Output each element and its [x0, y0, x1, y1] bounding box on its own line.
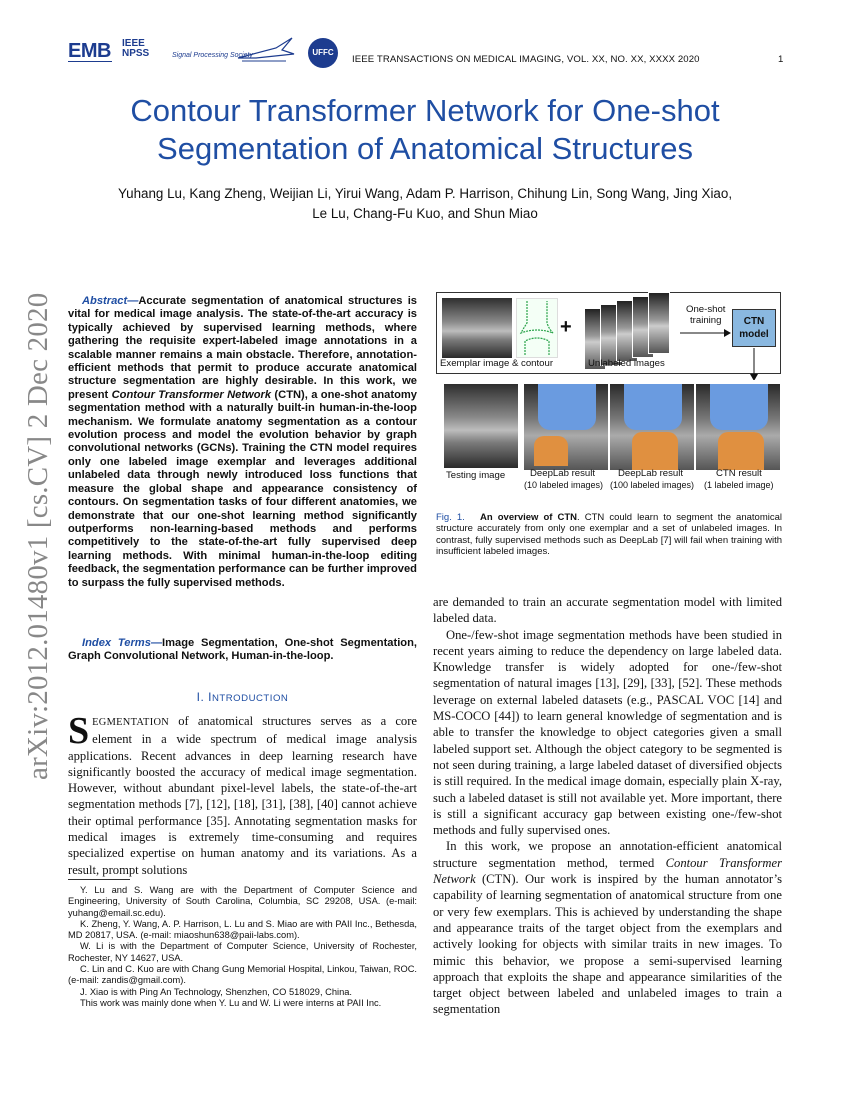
result-sub: (100 labeled images)	[610, 480, 695, 490]
paper-title	[60, 92, 790, 168]
footnote: C. Lin and C. Kuo are with Chang Gung Memorial Hospital, Linkou, Taiwan, ROC. (e-mail: zandis@gmail.com).	[68, 964, 417, 986]
femur-mask	[710, 384, 768, 430]
intro-lead-word: EGMENTATION	[92, 717, 170, 728]
footnote: W. Li is with the Department of Computer Science, University of Rochester, Rochester, NY 14627, USA.	[68, 941, 417, 963]
exemplar-label: Exemplar image & contour	[440, 358, 554, 369]
contour-outline-icon	[517, 299, 557, 357]
paragraph: One-/few-shot image segmentation methods have been studied in recent years aiming to reduce the dependency on large labeled data. Knowledge transfer is widely adopted for one-/few-shot segmentation of natural images [13], [29], [33], [52]. These methods leverage on external labeled datasets (e.g., PASCAL VOC [14] and MS-COCO [44]) to learn general knowledge of segmentation and is able to transfer the knowledge to object categories given a small labeled support set. Although the object category to be segmented is not seen during training, a large labeled dataset of diversified objects is still required. In the medical image domain, especially plain X-ray, such a labeled dataset is still not available yet. More important, there is still a significant accuracy gap between existing one-/few-shot methods and fully supervised ones.	[433, 627, 782, 838]
arxiv-stamp: arXiv:2012.01480v1 [cs.CV] 2 Dec 2020	[22, 292, 54, 780]
abstract-text: Accurate segmentation of anatomical structures is vital for medical image analysis. The state-of-the-art accuracy is typically achieved by supervised learning methods, where gathering the requisite expert-labeled image annotations in a scalable manner remains a main obstacle. Therefore, annotation-efficient methods that permit to produce accurate anatomical structure segmentation are highly desirable. In this work, we present	[68, 295, 417, 401]
sps-logo: Signal Processing Society	[172, 52, 253, 59]
footnote: K. Zheng, Y. Wang, A. P. Harrison, L. Lu and S. Miao are with PAII Inc., Bethesda, MD 20817, USA. (e-mail: miaoshun638@paii-labs.com).	[68, 918, 417, 941]
ieee-society-plane-icon	[236, 36, 296, 64]
deeplab-100-result-image	[610, 384, 694, 470]
ctn-model-label-2: model	[739, 329, 769, 340]
right-column-text	[433, 594, 782, 1018]
training-label-1: One-shot	[686, 304, 726, 315]
ctn-model-label-1: CTN	[743, 316, 765, 327]
title-line-2: Segmentation of Anatomical Structures	[157, 131, 693, 166]
footnote: J. Xiao is with Ping An Technology, Shenzhen, CO 518029, China.	[80, 986, 353, 997]
emb-logo-underline	[68, 61, 112, 64]
page-number: 1	[778, 54, 784, 65]
paragraph: are demanded to train an accurate segmentation model with limited labeled data.	[433, 595, 782, 626]
paragraph-emph: Contour Transformer Network	[433, 855, 782, 887]
section-heading-introduction	[68, 690, 417, 704]
femur-mask	[624, 384, 682, 430]
section-heading-numeral: I. I	[196, 690, 212, 704]
result-name: CTN result	[716, 468, 762, 479]
abstract-label: Abstract—	[82, 295, 139, 307]
training-label-2: training	[690, 315, 722, 326]
authors-line-2: Le Lu, Chang-Fu Kuo, and Shun Miao	[312, 206, 538, 221]
index-terms	[68, 637, 417, 664]
result-sub: (1 labeled image)	[704, 480, 774, 490]
result-sub: (10 labeled images)	[524, 480, 604, 490]
ctn-model-box	[732, 309, 776, 347]
running-head: IEEE TRANSACTIONS ON MEDICAL IMAGING, VOL. XX, NO. XX, XXXX 2020	[352, 54, 700, 65]
emb-logo: EMB	[68, 40, 111, 62]
drop-cap: S	[68, 710, 90, 752]
caption-text: . CTN could learn to segment the anatomical structure accurately from only one exemplar and a set of unlabeled images. In contrast, fully supervised methods such as DeepLab [7] will fail when training with insufficient labeled images.	[436, 512, 782, 558]
author-list	[40, 184, 810, 224]
exemplar-contour-image	[516, 298, 558, 358]
paragraph	[433, 838, 782, 1017]
unlabeled-image	[648, 292, 670, 354]
footnote-rule	[68, 879, 130, 880]
deeplab-10-result-image	[524, 384, 608, 470]
abstract-text-2: (CTN), a one-shot anatomy segmentation method with a naturally built-in human-in-the-loop mechanism. We formulate anatomy segmentation as a contour evolution process and model the evolution behavior by graph convolutional networks (GCNs). Training the CTN model requires only one labeled image exemplar and leverages additional unlabeled data through newly introduced loss functions that measure the global shape and appearance consistency of contours. On segmentation tasks of four different anatomies, we demonstrate that our one-shot learning method significantly outperforms non-learning-based methods and performs competitively to the state-of-the-art fully supervised deep learning methods. With minimal human-in-the-loop editing feedback, the segmentation performance can be further improved to surpass the fully supervised methods.	[68, 388, 417, 589]
result-name: DeepLab result	[530, 468, 596, 479]
section-heading-rest: NTRODUCTION	[211, 693, 289, 704]
caption-bold: An overview of CTN	[480, 512, 578, 523]
abstract-emph: Contour Transformer Network	[111, 388, 272, 401]
paragraph-text: In this work, we propose an annotation-efficient anatomical structure segmentation method, termed	[433, 839, 782, 870]
footnotes	[68, 885, 417, 1009]
footnote: This work was mainly done when Y. Lu and W. Li were interns at PAII Inc.	[80, 997, 382, 1008]
exemplar-xray-image	[442, 298, 512, 358]
testing-label: Testing image	[446, 470, 506, 481]
title-line-1: Contour Transformer Network for One-shot	[130, 93, 720, 128]
index-terms-label: Index Terms—	[82, 637, 163, 649]
tibia-mask	[632, 432, 678, 470]
footnote: Y. Lu and S. Wang are with the Department of Computer Science and Engineering, University of South Carolina, Columbia, SC 29208, USA. (e-mail: yuhang@email.sc.edu).	[68, 885, 417, 918]
tibia-mask	[534, 436, 568, 466]
intro-text: of anatomical structures serves as a core element in a wide spectrum of medical image analysis applications. Recent advances in deep learning research have significantly boosted the accuracy of medical image segmentation. However, without abundant pixel-level labels, the state-of-the-art segmentation methods [7], [12], [18], [31], [38], [40] cannot achieve their optimal performance [35]. Annotating segmentation masks for medical images is extremely time-consuming and requires specialized expertise on human anatomy and its variations. As a result, prompt solutions	[68, 714, 417, 877]
npss-logo: IEEE NPSS	[122, 38, 150, 59]
abstract	[68, 295, 417, 590]
figure-1	[436, 292, 781, 498]
paragraph-text: (CTN). Our work is inspired by the human annotator’s capability of learning segmentation of anatomical structure from one or very few exemplars. This is achieved by understanding the shape and appearance traits of the target object from the exemplars and actively looking for objects with similar traits in new images. To mimic this behavior, we propose a semi-supervised learning approach that exploits the shape and appearance similarities of the target object between labeled and unlabeled images to train a segmentation	[433, 872, 782, 1017]
authors-line-1: Yuhang Lu, Kang Zheng, Weijian Li, Yirui Wang, Adam P. Harrison, Chihung Lin, Song Wang, Jing Xiao,	[117, 186, 733, 201]
figure-caption	[436, 512, 782, 558]
figure-plus-sign: +	[560, 316, 572, 338]
femur-mask	[538, 384, 596, 430]
result-name: DeepLab result	[618, 468, 684, 479]
model-down-arrow-icon	[749, 348, 759, 382]
unlabeled-label: Unlabeled images	[588, 358, 665, 369]
testing-xray-image	[444, 384, 518, 468]
tibia-mask	[718, 432, 764, 470]
publisher-logos	[68, 36, 340, 70]
index-terms-text: Image Segmentation, One-shot Segmentation, Graph Convolutional Network, Human-in-the-loop.	[68, 637, 417, 663]
training-arrow-icon	[680, 328, 732, 338]
ctn-result-image	[696, 384, 780, 470]
caption-number: Fig. 1.	[436, 512, 465, 523]
intro-paragraph	[68, 710, 417, 878]
uffc-logo: UFFC	[308, 38, 338, 68]
